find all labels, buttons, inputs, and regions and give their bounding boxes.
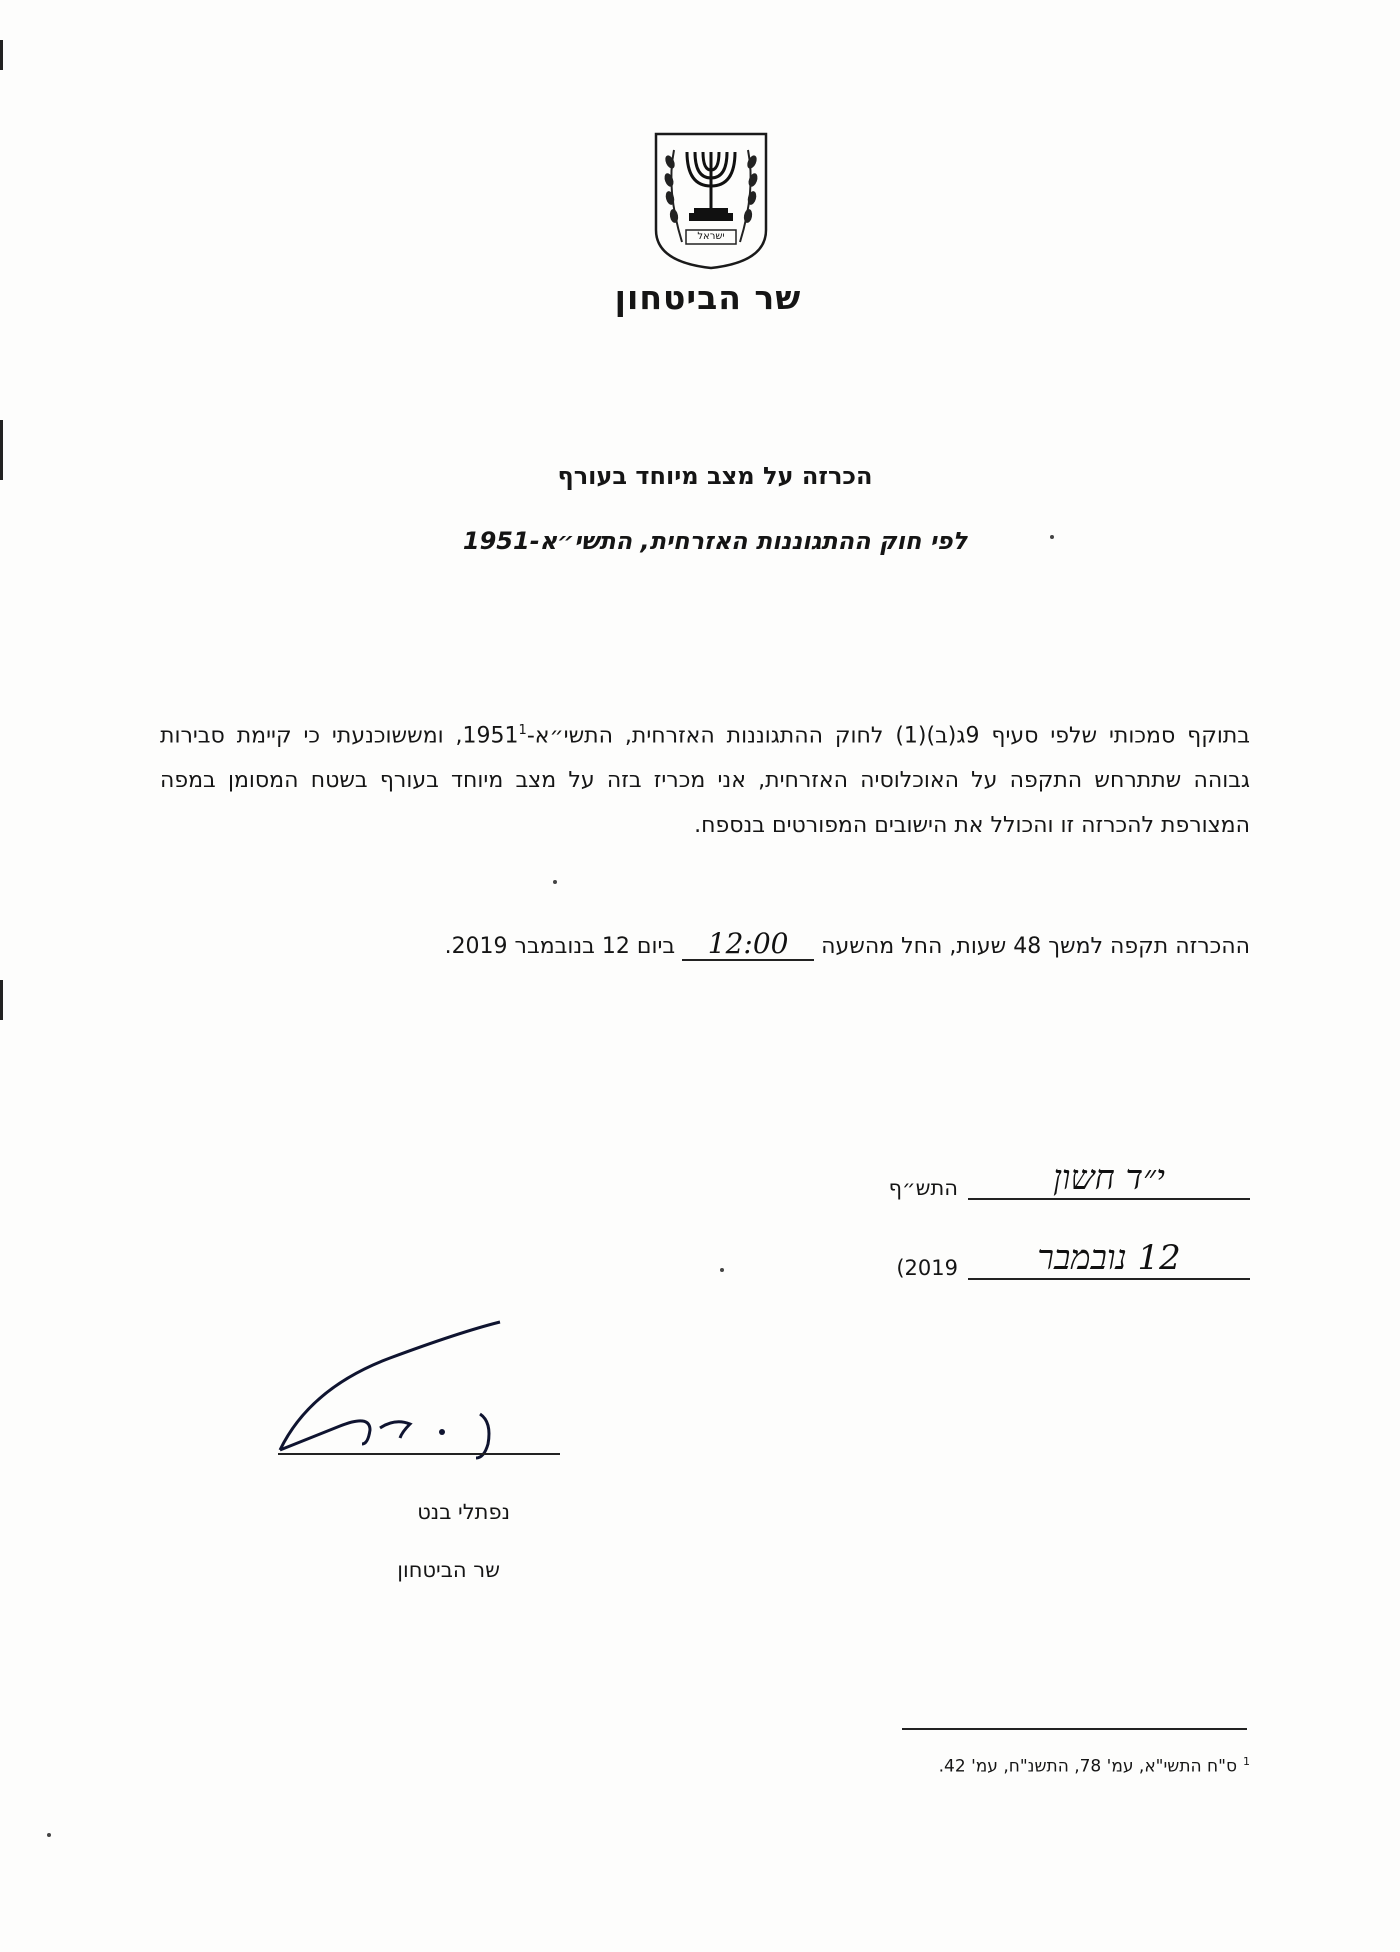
footnote-divider <box>902 1728 1247 1730</box>
handwritten-hebrew-date: י״ד חשון <box>968 1158 1250 1200</box>
scan-edge-mark <box>0 980 3 1020</box>
footnote-reference: 1 <box>518 723 527 738</box>
declaration-subtitle: לפי חוק ההתגוננות האזרחית, התשי״א-1951 <box>462 527 968 555</box>
body-text-part2: , ומששוכנעתי כי קיימת סבירות גבוהה שתתרחש התקפה על האוכלוסיה האזרחית, אני מכריז בזה על מצב מיוחד בעורף בשטח המסומן במפה המצורפת להכרזה זו והכולל את הישובים המפורטים בנספח. <box>160 723 1250 839</box>
state-emblem-icon <box>652 130 770 270</box>
signer-name: נפתלי בנט <box>417 1500 510 1524</box>
body-text-part1: בתוקף סמכותי שלפי סעיף 9ג(ב)(1) לחוק ההתגוננות האזרחית, התשי״א-1951 <box>462 723 1250 749</box>
gregorian-year-label: (2019 <box>896 1256 958 1280</box>
footnote <box>939 1755 1250 1777</box>
validity-text-part2: ביום 12 בנובמבר 2019. <box>444 934 676 959</box>
scan-edge-mark <box>0 40 3 70</box>
validity-paragraph <box>160 927 1250 967</box>
ministry-title: שר הביטחון <box>614 278 802 317</box>
scan-speck <box>553 880 557 884</box>
signer-role: שר הביטחון <box>397 1558 500 1582</box>
validity-text-part1: ההכרזה תקפה למשך 48 שעות, החל מהשעה <box>821 934 1250 959</box>
declaration-body-paragraph <box>160 708 1250 848</box>
gregorian-date-line <box>896 1238 1250 1280</box>
emblem-inscription: ישראל <box>697 231 725 242</box>
handwritten-gregorian-date: 12 נובמבר <box>968 1238 1250 1280</box>
declaration-title: הכרזה על מצב מיוחד בעורף <box>557 462 873 490</box>
hebrew-date-line <box>889 1158 1250 1200</box>
hebrew-year-label: התש״ף <box>888 1176 958 1200</box>
handwritten-signature <box>270 1318 570 1488</box>
footnote-number: 1 <box>1243 1755 1250 1768</box>
footnote-text: ס"ח התשי"א, עמ' 78, התשנ"ח, עמ' 42. <box>938 1756 1237 1777</box>
handwritten-start-time: 12:00 <box>682 929 814 961</box>
scan-speck <box>47 1833 51 1837</box>
scan-speck <box>720 1268 724 1272</box>
